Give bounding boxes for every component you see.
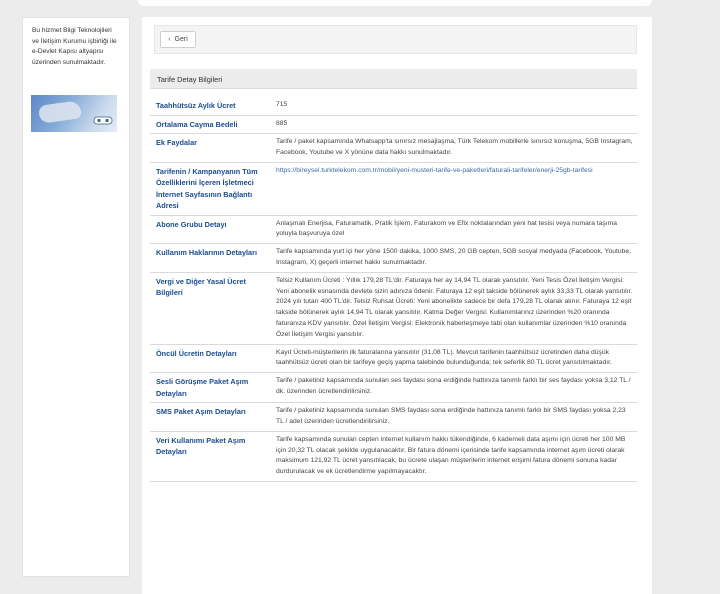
row-value: Tarife / paket kapsamında Whatsapp'ta sınırsız mesajlaşma, Türk Telekom mobillerle sınırsız konuşma, 5GB Instagram, Facebook, Youtube ve X yönüne data hakkı sunulmaktadır.: [276, 138, 633, 156]
table-row: [150, 97, 637, 116]
back-button-label: Geri: [174, 36, 188, 43]
chevron-left-icon: ‹: [168, 36, 171, 43]
row-value: 715: [276, 101, 288, 108]
top-bar: [138, 0, 652, 6]
table-row: [150, 345, 637, 374]
row-value: Kayıt Ücreti-müşterilerin ilk faturalarına yansıtılır (31,08 TL). Mevcut tarifenin taahhütsüz ücretinden daha düşük taahhütsüz ücreti olan bir tarifeye geçiş yapma talebinde bulunduğunda; tek seferlik 80 TL ücret yansıtılmaktadır.: [276, 348, 612, 367]
table-row: [150, 373, 637, 403]
row-label: Veri Kullanımı Paket Aşım Detayları: [156, 435, 246, 457]
sidebar: [22, 17, 130, 577]
hand-image: [38, 100, 82, 124]
section-title: Tarife Detay Bilgileri: [150, 69, 637, 89]
details-table: [150, 97, 637, 482]
row-value: Telsiz Kullanım Ücreti : Yıllık 179,28 TL'dir. Faturaya her ay 14,94 TL olarak yansıtılır. Yeni Tesis Özel İletişim Vergisi: Yeni abonelik esnasında devlete sizin adınıza ödenir. Faturaya 12 eşit takside bölünerek aylık 33,33 TL olarak yansıtılır. 2024 yılı tutarı 400 TL'dir. Telsiz Ruhsat Ücreti: Yeni abonelikte sadece bir defa 179,28 TL olarak alınır. Faturaya 12 eşit takside bölünerek aylık 14,94 TL olarak yansıtılır. Katma Değer Vergisi: Kullanımlarınız üzerinden %20 oranında faturanıza KDV yansıtılır. Özel İletişim Vergisi: Elektronik haberleşmeye tabi olan kullanımlar üzerinden %10 oranında Özel İletişim Vergisi yansıtılır.: [276, 276, 633, 338]
row-value: Tarife kapsamında sunulan cepten internet kullanım hakkı tükendiğinde, 6 kademeli data aşımı için ücreti her 100 MB için 20,32 TL olacak şekilde uygulanacaktır. Bir fatura dönemi içerisinde tarife kapsamında internet aşım ücreti olarak maksimum 121,92 TL ücret yansıtılacak, bu ücrete ulaşan müşterilerin internet erişimi fatura dönemi sonuna kadar durdurulacak ve ek ücretlendirme yapılmayacaktır.: [276, 435, 626, 476]
row-value: Tarife / paketiniz kapsamında sunulan SMS faydası sona erdiğinde hattınıza tanımlı farklı bir SMS faydası yoksa 2,23 TL / adet üzerinden ücretlendirilirsiniz.: [276, 407, 626, 425]
row-value: Tarife kapsamında yurt içi her yöne 1500 dakika, 1000 SMS, 20 GB cepten, 5GB sosyal medyada (Facebook, Youtube, Instagram, X) geçerli internet hakkı sunulmaktadır.: [276, 248, 631, 266]
row-value: Anlaşmalı Enerjisa, Faturamatik, Pratik İşlem, Faturakom ve Efix noktalarından yeni hat tesisi veya numara taşıma yoluyla başvuruya özel: [276, 219, 618, 238]
back-button[interactable]: [160, 31, 196, 48]
table-row: [150, 216, 637, 245]
row-label: Abone Grubu Detayı: [156, 219, 227, 229]
row-value: Tarife / paketiniz kapsamında sunulan ses faydası sona erdiğinde hattınıza tanımlı farklı bir ses faydası yoksa 3,12 TL / dk. üzerinden ücretlendirilirsiniz.: [276, 377, 631, 395]
table-row: [150, 273, 637, 345]
sidebar-info-text: Bu hizmet Bilgi Teknolojileri ve İletişim Kurumu işbirliği ile e-Devlet Kapısı altyapısı üzerinden sunulmaktadır.: [32, 27, 117, 66]
row-label: Öncül Ücretin Detayları: [156, 348, 237, 358]
row-label: Ortalama Cayma Bedeli: [156, 119, 238, 129]
table-row: [150, 244, 637, 273]
row-label: Ek Faydalar: [156, 138, 197, 147]
row-label: Sesli Görüşme Paket Aşım Detayları: [156, 377, 249, 398]
row-label: Kullanım Haklarının Detayları: [156, 248, 257, 258]
row-label: Vergi ve Diğer Yasal Ücret Bilgileri: [156, 276, 246, 298]
device-icon: [93, 115, 113, 125]
table-row: [150, 134, 637, 163]
row-label: Tarifenin / Kampanyanın Tüm Özelliklerini İçeren İşletmeci İnternet Sayfasının Bağlantı Adresi: [156, 166, 258, 211]
row-label: Taahhütsüz Aylık Ücret: [156, 101, 236, 110]
table-row: [150, 432, 637, 482]
table-row: [150, 403, 637, 432]
row-value: 885: [276, 119, 288, 127]
sidebar-banner-image: [31, 95, 117, 132]
table-row: [150, 163, 637, 216]
toolbar: [154, 25, 637, 54]
row-label: SMS Paket Aşım Detayları: [156, 407, 246, 417]
table-row: [150, 116, 637, 135]
tariff-link[interactable]: https://bireysel.turktelekom.com.tr/mobil/yeni-musteri-tarife-ve-paketleri/faturali-tarifeler/enerji-25gb-tarifesi: [276, 166, 593, 174]
main-content: [142, 17, 652, 594]
